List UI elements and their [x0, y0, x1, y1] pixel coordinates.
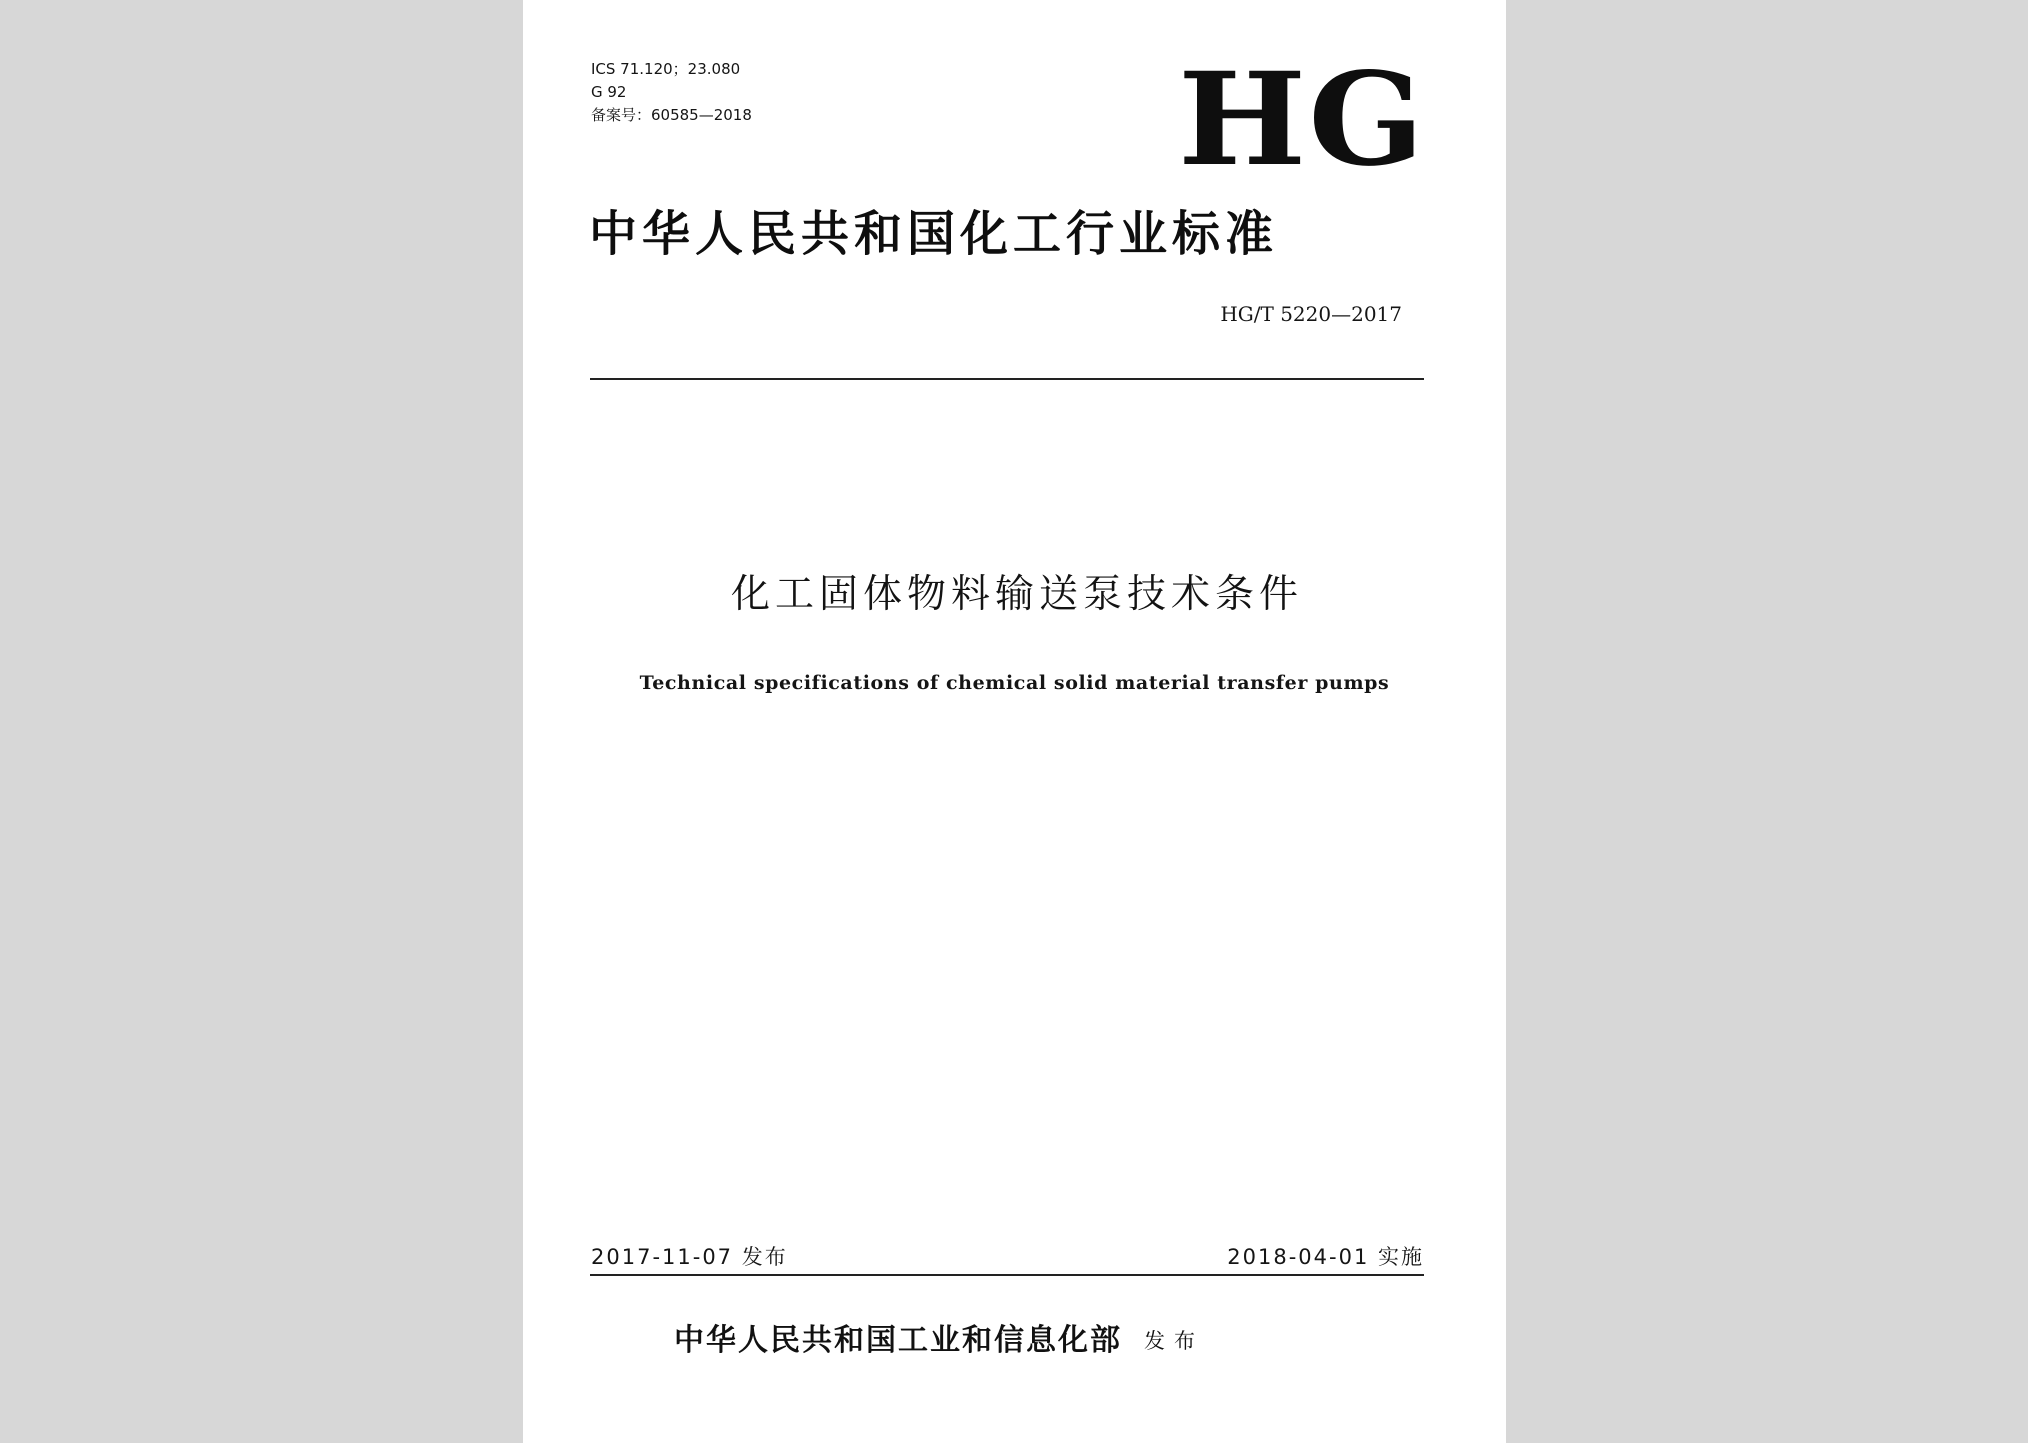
publisher-org: 中华人民共和国工业和信息化部 — [674, 1323, 1122, 1358]
document-title-chinese: 化工固体物料输送泵技术条件 — [730, 572, 1303, 617]
filing-number: 备案号：60585—2018 — [591, 106, 752, 124]
ccs-code: G 92 — [591, 83, 627, 101]
header-divider — [590, 378, 1424, 380]
document-title-english: Technical specifications of chemical solid material transfer pumps — [639, 672, 1390, 694]
footer-divider — [590, 1274, 1424, 1276]
publish-label: 发布 — [1144, 1329, 1204, 1353]
effective-date: 2018-04-01 实施 — [1227, 1245, 1424, 1269]
ics-code: ICS 71.120；23.080 — [591, 60, 741, 78]
issue-date: 2017-11-07 发布 — [591, 1245, 788, 1269]
hg-logo: HG — [1178, 45, 1427, 195]
standard-type-title: 中华人民共和国化工行业标准 — [589, 206, 1279, 262]
classification-block — [591, 58, 752, 127]
standard-number: HG/T 5220—2017 — [1220, 302, 1402, 326]
document-cover-page — [523, 0, 1506, 1443]
publisher-line — [674, 1321, 1204, 1361]
